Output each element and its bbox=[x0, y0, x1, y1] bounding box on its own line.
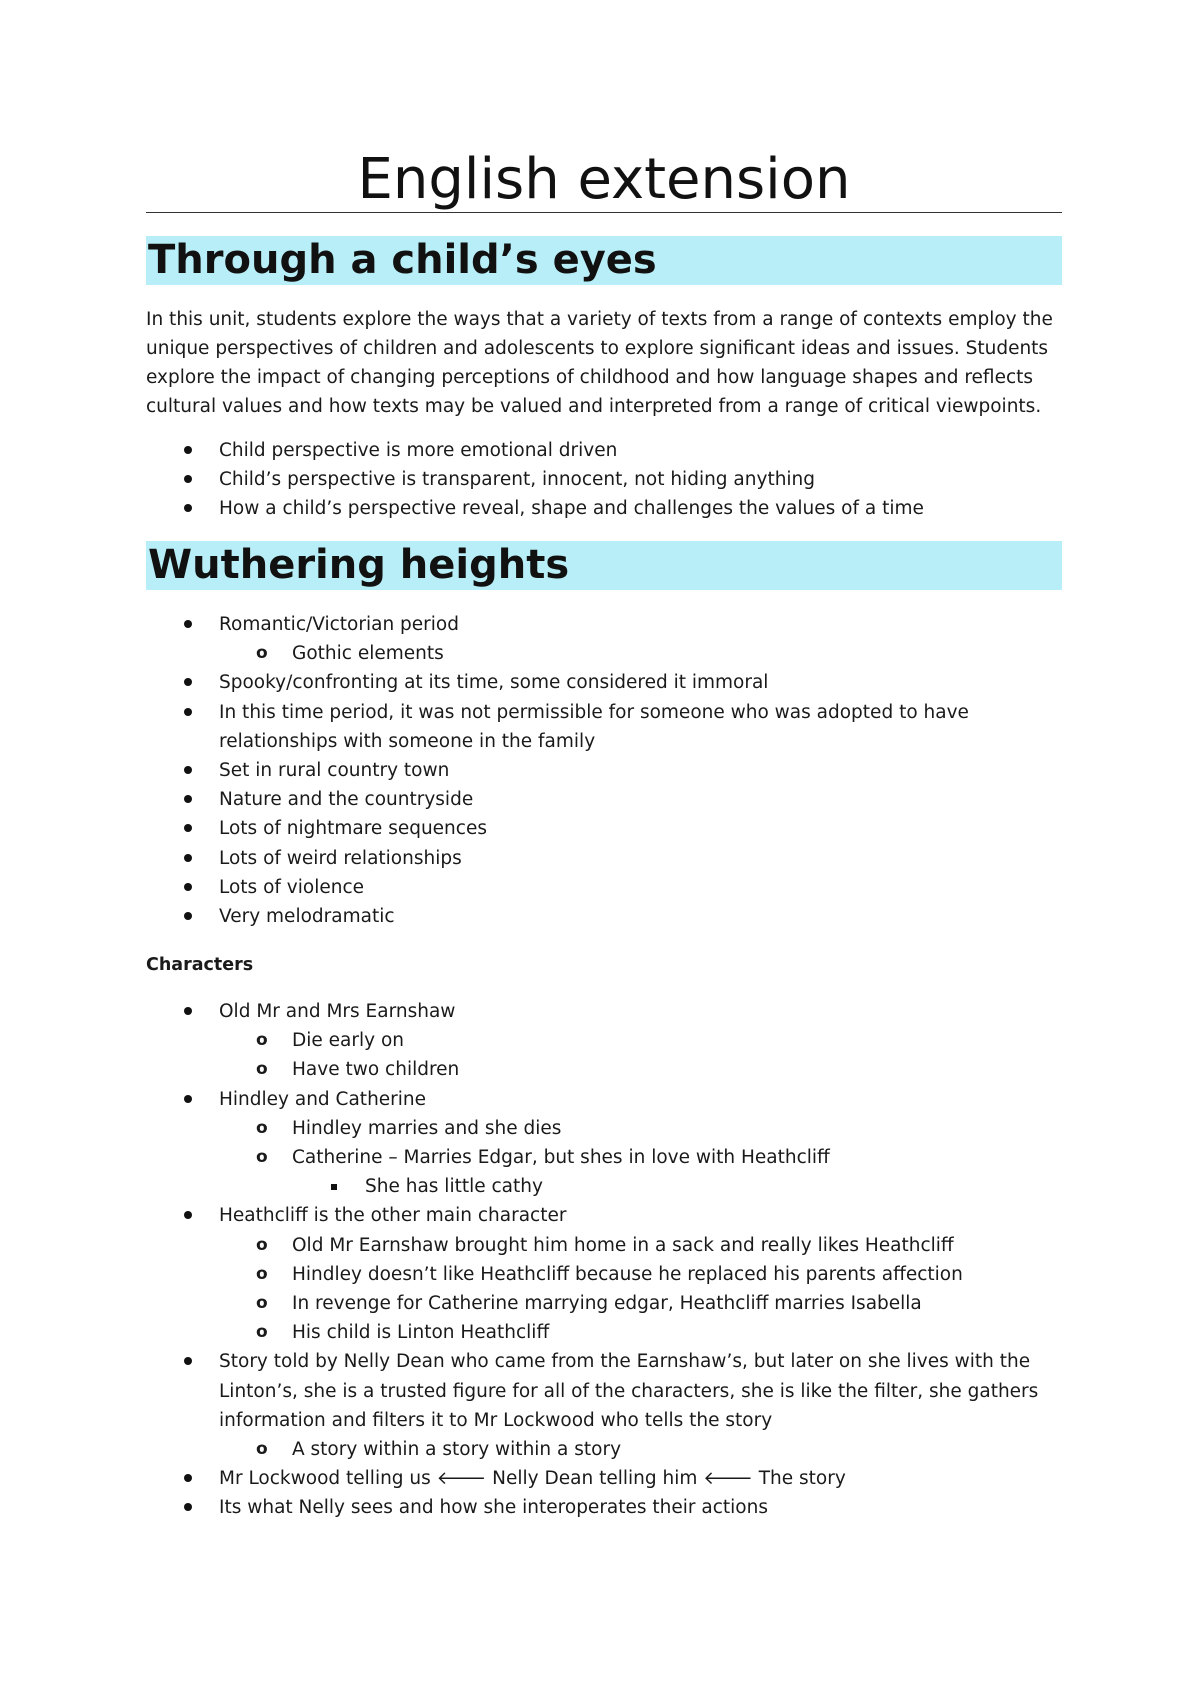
list-item: Story told by Nelly Dean who came from the Earnshaw’s, but later on she lives with the Linton’s, she is a trusted figure for all of the characters, she is like the filter, she gathers information and filters it to Mr Lockwood who tells the story bbox=[146, 1347, 1062, 1435]
list-item: She has little cathy bbox=[146, 1172, 1062, 1201]
list-item: o Have two children bbox=[146, 1055, 1062, 1084]
list-item: Its what Nelly sees and how she interoperates their actions bbox=[146, 1493, 1062, 1522]
list-item: Very melodramatic bbox=[146, 902, 1062, 931]
intro-paragraph: In this unit, students explore the ways that a variety of texts from a range of contexts employ the unique perspectives of children and adolescents to explore significant ideas and issues. Students explore the impact of changing perceptions of childhood and how language shapes and reflects cultural values and how texts may be valued and interpreted from a range of critical viewpoints. bbox=[146, 309, 1053, 417]
childs-eyes-bullets bbox=[146, 436, 1062, 524]
list-item: How a child’s perspective reveal, shape and challenges the values of a time bbox=[146, 494, 1062, 523]
characters-list bbox=[146, 997, 1062, 1523]
list-item: Mr Lockwood telling us 🡐 Nelly Dean telling him 🡐 The story bbox=[146, 1464, 1062, 1493]
list-item: Old Mr and Mrs Earnshaw bbox=[146, 997, 1062, 1026]
list-item: Heathcliff is the other main character bbox=[146, 1201, 1062, 1230]
list-item: o Gothic elements bbox=[146, 639, 1062, 668]
list-item: Set in rural country town bbox=[146, 756, 1062, 785]
list-item: o Catherine – Marries Edgar, but shes in love with Heathcliff bbox=[146, 1143, 1062, 1172]
list-item: Romantic/Victorian period bbox=[146, 610, 1062, 639]
list-item: o In revenge for Catherine marrying edgar, Heathcliff marries Isabella bbox=[146, 1289, 1062, 1318]
section-heading-childs-eyes: Through a child’s eyes bbox=[146, 236, 1062, 285]
list-item: o Hindley marries and she dies bbox=[146, 1114, 1062, 1143]
list-item: o Old Mr Earnshaw brought him home in a sack and really likes Heathcliff bbox=[146, 1231, 1062, 1260]
page-title: English extension bbox=[357, 147, 851, 212]
list-item: Lots of violence bbox=[146, 873, 1062, 902]
list-item: o Die early on bbox=[146, 1026, 1062, 1055]
list-item: o His child is Linton Heathcliff bbox=[146, 1318, 1062, 1347]
section-heading-wuthering-heights: Wuthering heights bbox=[146, 541, 1062, 590]
wuthering-heights-bullets bbox=[146, 610, 1062, 931]
list-item: In this time period, it was not permissible for someone who was adopted to have relationships with someone in the family bbox=[146, 698, 1062, 756]
list-item: Nature and the countryside bbox=[146, 785, 1062, 814]
list-item: Child’s perspective is transparent, innocent, not hiding anything bbox=[146, 465, 1062, 494]
list-item: Child perspective is more emotional driven bbox=[146, 436, 1062, 465]
list-item: o Hindley doesn’t like Heathcliff because he replaced his parents affection bbox=[146, 1260, 1062, 1289]
characters-subheading: Characters bbox=[146, 955, 254, 975]
list-item: Lots of nightmare sequences bbox=[146, 814, 1062, 843]
list-item: o A story within a story within a story bbox=[146, 1435, 1062, 1464]
title-divider bbox=[146, 212, 1062, 213]
list-item: Lots of weird relationships bbox=[146, 844, 1062, 873]
list-item: Spooky/confronting at its time, some considered it immoral bbox=[146, 668, 1062, 697]
list-item: Hindley and Catherine bbox=[146, 1085, 1062, 1114]
